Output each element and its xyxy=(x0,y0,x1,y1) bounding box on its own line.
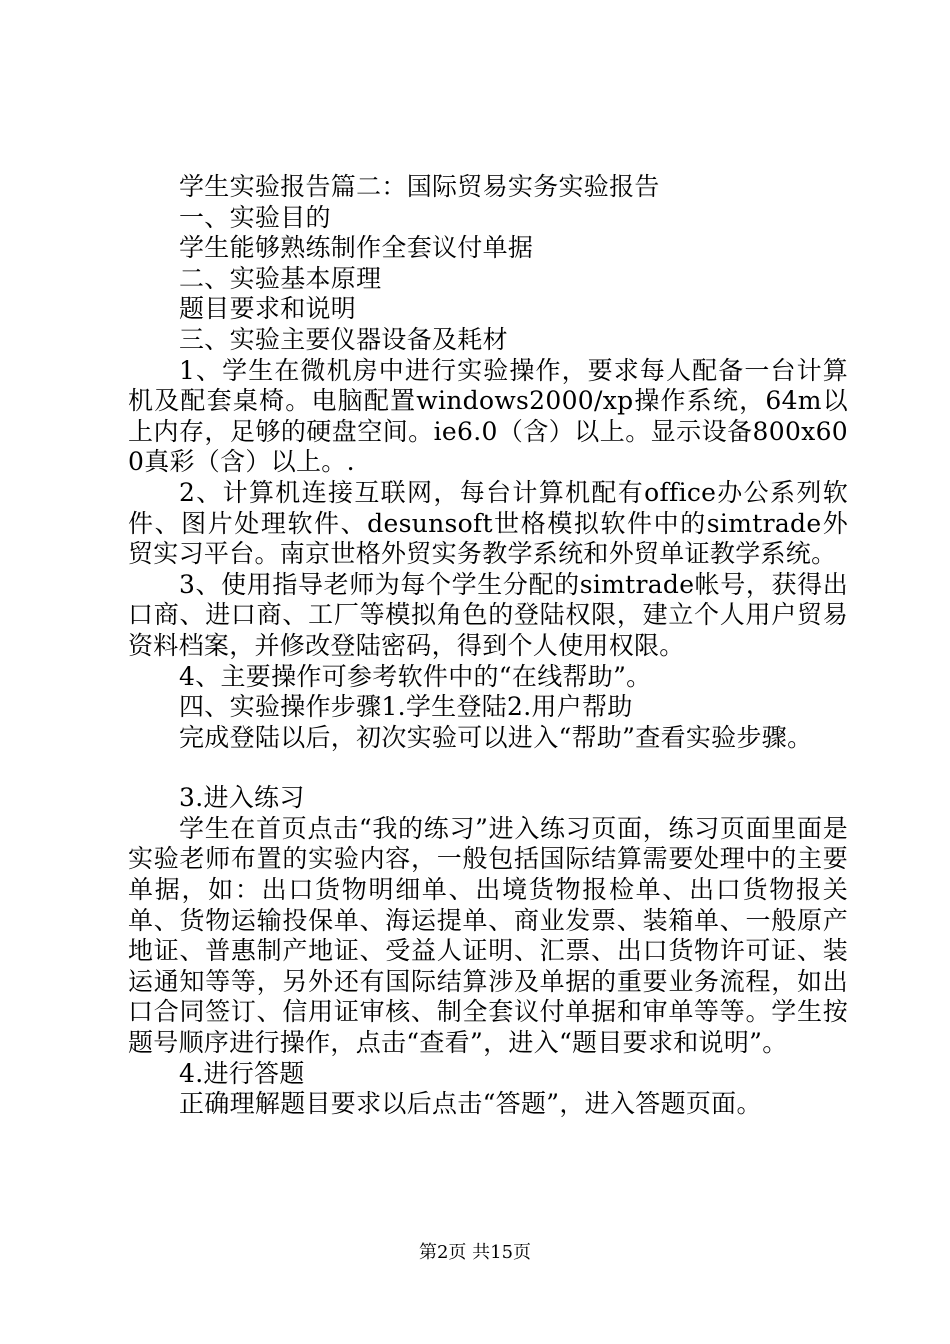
section-title: 学生实验报告篇二：国际贸易实务实验报告 xyxy=(179,172,660,201)
heading-principle: 二、实验基本原理 xyxy=(179,263,382,293)
paragraph-purpose: 学生能够熟练制作全套议付单据 xyxy=(179,233,534,263)
heading-steps: 四、实验操作步骤1.学生登陆2.用户帮助 xyxy=(179,692,633,722)
paragraph-answer: 正确理解题目要求以后点击“答题”，进入答题页面。 xyxy=(179,1089,762,1119)
heading-practice: 3.进入练习 xyxy=(179,783,305,813)
document-body xyxy=(128,172,848,1120)
paragraph-equipment-1: 1、学生在微机房中进行实验操作，要求每人配备一台计算机及配套桌椅。电脑配置windows2000/xp操作系统，64m以上内存，足够的硬盘空间。ie6.0（含）以上。显示设备800x600真彩（含）以上。. xyxy=(128,355,848,477)
paragraph-equipment-4: 4、主要操作可参考软件中的“在线帮助”。 xyxy=(179,661,652,691)
paragraph-practice: 学生在首页点击“我的练习”进入练习页面，练习页面里面是实验老师布置的实验内容，一般包括国际结算需要处理中的主要单据，如：出口货物明细单、出境货物报检单、出口货物报关单、货物运输投保单、海运提单、商业发票、装箱单、一般原产地证、普惠制产地证、受益人证明、汇票、出口货物许可证、装运通知等等，另外还有国际结算涉及单据的重要业务流程，如出口合同签订、信用证审核、制全套议付单据和审单等等。学生按题号顺序进行操作，点击“查看”，进入“题目要求和说明”。 xyxy=(128,813,848,1058)
paragraph-principle: 题目要求和说明 xyxy=(179,294,357,324)
paragraph-equipment-3: 3、使用指导老师为每个学生分配的simtrade帐号，获得出口商、进口商、工厂等模拟角色的登陆权限，建立个人用户贸易资料档案，并修改登陆密码，得到个人使用权限。 xyxy=(128,569,848,660)
page-number: 第2页 共15页 xyxy=(418,1242,532,1263)
paragraph-equipment-2: 2、计算机连接互联网，每台计算机配有office办公系列软件、图片处理软件、desunsoft世格模拟软件中的simtrade外贸实习平台。南京世格外贸实务教学系统和外贸单证教学系统。 xyxy=(128,477,848,569)
heading-equipment: 三、实验主要仪器设备及耗材 xyxy=(179,324,508,354)
heading-answer: 4.进行答题 xyxy=(179,1058,305,1088)
paragraph-gap xyxy=(128,753,848,783)
paragraph-login: 完成登陆以后，初次实验可以进入“帮助”查看实验步骤。 xyxy=(179,722,813,752)
heading-purpose: 一、实验目的 xyxy=(179,202,331,232)
